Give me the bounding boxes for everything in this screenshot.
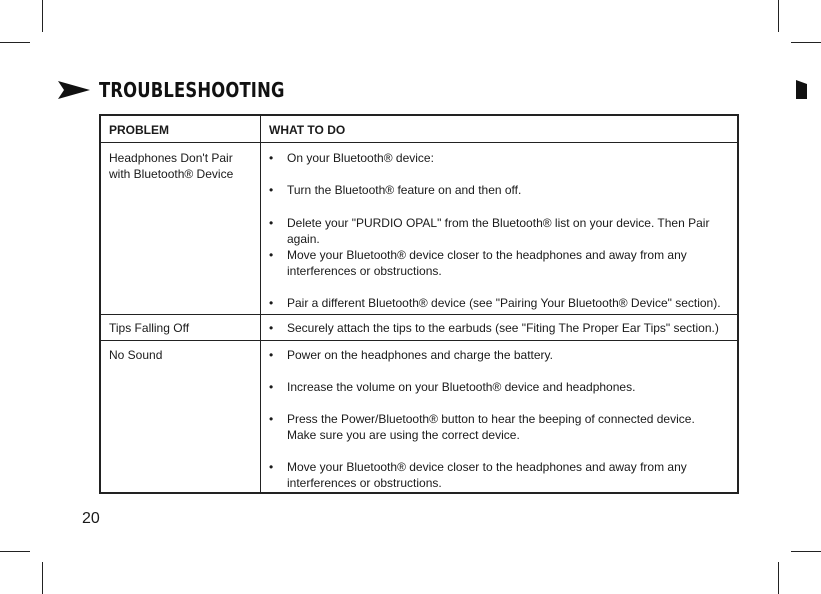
- table-header-row: [101, 116, 737, 142]
- column-header-what-to-do: WHAT TO DO: [269, 123, 346, 137]
- bullet-icon: •: [269, 296, 274, 310]
- action-text: Delete your "PURDIO OPAL" from the Bluetooth® list on your device. Then Pair again.: [287, 216, 710, 246]
- bullet-icon: •: [269, 321, 274, 335]
- action-text: Securely attach the tips to the earbuds (see "Fiting The Proper Ear Tips" section.): [287, 321, 719, 335]
- problem-text: with Bluetooth® Device: [109, 167, 234, 181]
- bullet-icon: •: [269, 348, 274, 362]
- problem-text: Headphones Don't Pair: [109, 151, 233, 165]
- bullet-icon: •: [269, 412, 274, 426]
- column-header-problem: PROBLEM: [109, 123, 169, 137]
- crop-mark: [42, 0, 43, 32]
- crop-mark: [0, 42, 30, 43]
- crop-mark: [778, 0, 779, 32]
- page-tab-icon: [796, 80, 807, 99]
- action-text: Pair a different Bluetooth® device (see "Pairing Your Bluetooth® Device" section).: [287, 296, 721, 310]
- bullet-icon: •: [269, 460, 274, 474]
- table-row: [101, 340, 737, 495]
- bullet-icon: •: [269, 151, 274, 165]
- bullet-icon: •: [269, 183, 274, 197]
- problem-text: No Sound: [109, 348, 163, 362]
- action-text: interferences or obstructions.: [287, 264, 442, 278]
- crop-mark: [42, 562, 43, 594]
- troubleshooting-table: [99, 114, 739, 494]
- action-text: Make sure you are using the correct device.: [287, 428, 520, 442]
- bullet-icon: •: [269, 380, 274, 394]
- action-text: Increase the volume on your Bluetooth® device and headphones.: [287, 380, 636, 394]
- table-row: [101, 142, 737, 315]
- action-text: Move your Bluetooth® device closer to the headphones and away from any: [287, 248, 687, 262]
- problem-cell: [109, 320, 259, 336]
- action-text: Press the Power/Bluetooth® button to hear the beeping of connected device.: [287, 412, 695, 426]
- action-text: On your Bluetooth® device:: [287, 151, 434, 165]
- section-arrow-icon: [58, 81, 90, 99]
- action-text: Power on the headphones and charge the battery.: [287, 348, 553, 362]
- page-number: 20: [82, 510, 100, 527]
- bullet-icon: •: [269, 248, 274, 262]
- problem-cell: [109, 150, 259, 182]
- crop-mark: [791, 42, 821, 43]
- crop-mark: [778, 562, 779, 594]
- action-text: Turn the Bluetooth® feature on and then off.: [287, 183, 522, 197]
- crop-mark: [791, 551, 821, 552]
- crop-mark: [0, 551, 30, 552]
- problem-cell: [109, 347, 259, 363]
- table-row: [101, 314, 737, 341]
- action-text: Move your Bluetooth® device closer to the headphones and away from any: [287, 460, 687, 474]
- page-title: TROUBLESHOOTING: [99, 78, 285, 102]
- action-text: interferences or obstructions.: [287, 476, 442, 490]
- problem-text: Tips Falling Off: [109, 321, 190, 335]
- bullet-icon: •: [269, 216, 274, 230]
